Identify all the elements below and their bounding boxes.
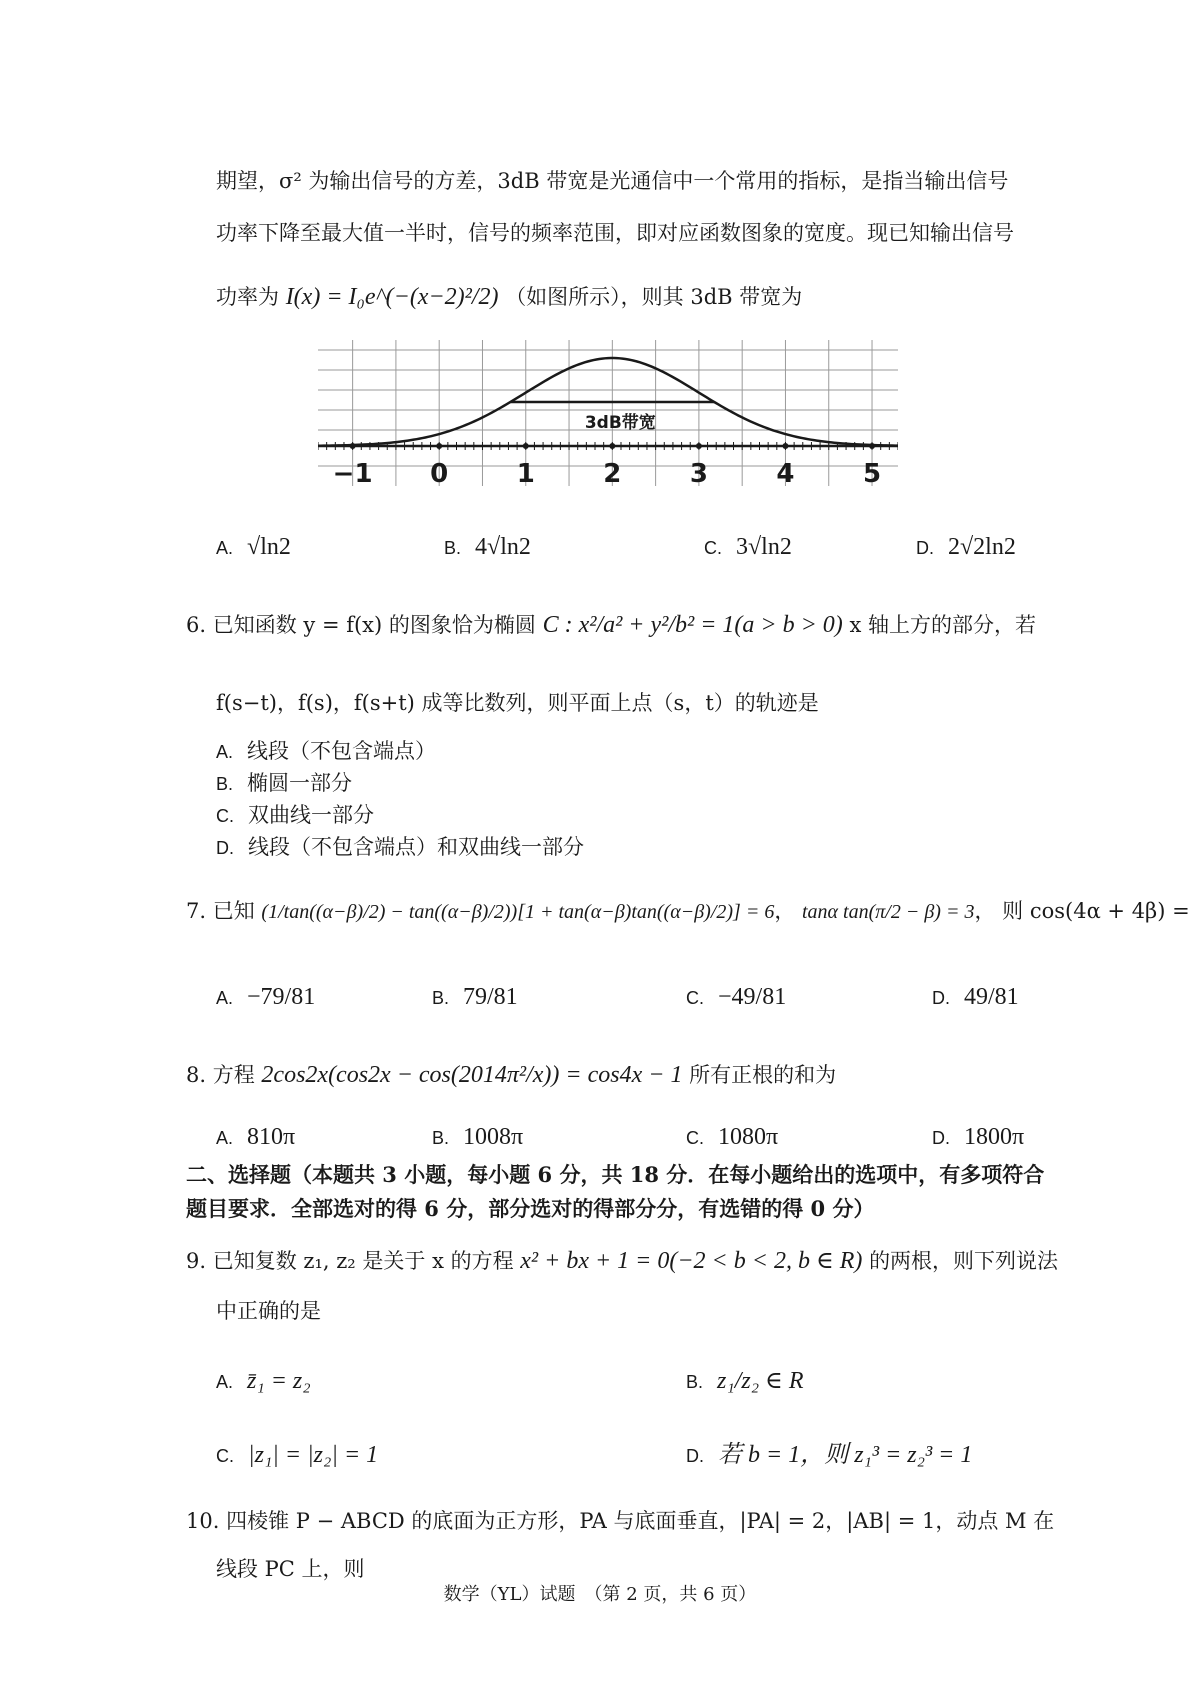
page-footer: 数学（YL）试题 （第 2 页，共 6 页） [443,1584,757,1605]
x-axis-major-tick [782,443,788,449]
section-2-header-line-2: 题目要求．全部选对的得 6 分，部分选对的得部分分，有选错的得 0 分） [186,1196,875,1221]
band-label: 3dB带宽 [584,413,656,433]
q6-option-d[interactable]: D. 线段（不包含端点）和双曲线一部分 [216,835,584,859]
q5-option-a[interactable]: A. √ln2 [216,534,291,560]
x-tick-label: 0 [430,459,449,489]
q8-option-c[interactable]: C. 1080π [686,1124,779,1150]
x-tick-label: 5 [862,459,882,489]
q8-equation: 2cos2x(cos2x − cos(2014π²/x)) = cos4x − 1 [261,1062,683,1088]
q10-stem-1: 10. 四棱锥 P − ABCD 的底面为正方形，PA 与底面垂直，|PA| = 2，|AB| = 1，动点 M 在 [186,1509,1055,1533]
q6-option-b[interactable]: B. 椭圆一部分 [216,771,353,795]
x-axis-major-tick [609,443,615,449]
q8-option-a[interactable]: A. 810π [216,1124,296,1150]
gaussian-figure [318,336,898,496]
q6-stem-2: f(s−t)，f(s)，f(s+t) 成等比数列，则平面上点（s，t）的轨迹是 [216,691,819,715]
x-tick-label: 4 [776,459,795,489]
q9-option-c[interactable]: C. |z₁| = |z₂| = 1 [216,1442,379,1468]
q9-option-b[interactable]: B. z₁/z₂ ∈ R [686,1368,804,1394]
q7-option-d[interactable]: D. 49/81 [932,984,1019,1010]
q7-stem: 7. 已知 (1/tan((α−β)/2) − tan((α−β)/2))[1 + tan(α−β)tan((α−β)/2)] = 6， tanα tan(π/2 − β) = 3， 则 cos(4α + 4β) = [186,899,1190,923]
x-axis-major-tick [696,443,702,449]
q7-option-c[interactable]: C. −49/81 [686,984,787,1010]
q9-equation: x² + bx + 1 = 0(−2 < b < 2, b ∈ R) [520,1248,863,1274]
q7-condition-1: (1/tan((α−β)/2) − tan((α−β)/2))[1 + tan(α−β)tan((α−β)/2)] = 6 [261,901,775,923]
intro-line-1: 期望，σ² 为输出信号的方差，3dB 带宽是光通信中一个常用的指标，是指当输出信号 [216,169,1009,193]
q6-option-c[interactable]: C. 双曲线一部分 [216,803,374,827]
x-tick-label: 3 [689,459,708,489]
q9-option-d[interactable]: D. 若 b = 1，则 z₁³ = z₂³ = 1 [686,1442,973,1468]
power-formula: I(x) = I₀e^(−(x−2)²/2) [285,284,499,310]
x-tick-label: 2 [603,459,622,489]
q7-option-b[interactable]: B. 79/81 [432,984,518,1010]
q8-option-b[interactable]: B. 1008π [432,1124,524,1150]
section-2-header-line-1: 二、选择题（本题共 3 小题，每小题 6 分，共 18 分．在每小题给出的选项中，有多项符合 [186,1162,1045,1187]
q8-option-d[interactable]: D. 1800π [932,1124,1025,1150]
q9-stem-1: 9. 已知复数 z₁, z₂ 是关于 x 的方程 x² + bx + 1 = 0(−2 < b < 2, b ∈ R) 的两根，则下列说法 [186,1248,1059,1274]
q6-stem-1: 6. 已知函数 y = f(x) 的图象恰为椭圆 C : x²/a² + y²/b² = 1(a > b > 0) x 轴上方的部分，若 [186,612,1036,638]
x-tick-label: −1 [332,459,373,489]
q5-option-b[interactable]: B. 4√ln2 [444,534,531,560]
q9-stem-2: 中正确的是 [216,1299,321,1323]
q7-option-a[interactable]: A. −79/81 [216,984,316,1010]
q9-option-a[interactable]: A. z̄₁ = z₂ [216,1368,311,1394]
x-axis-major-tick [523,443,529,449]
q8-stem: 8. 方程 2cos2x(cos2x − cos(2014π²/x)) = cos4x − 1 所有正根的和为 [186,1062,837,1088]
q5-option-d[interactable]: D. 2√2ln2 [916,534,1016,560]
x-axis-major-tick [436,443,442,449]
q5-option-c[interactable]: C. 3√ln2 [704,534,792,560]
ellipse-equation: C : x²/a² + y²/b² = 1(a > b > 0) [542,612,843,638]
x-tick-label: 1 [516,459,535,489]
q6-option-a[interactable]: A. 线段（不包含端点） [216,739,437,763]
q7-condition-2: tanα tan(π/2 − β) = 3 [802,901,975,923]
intro-line-2: 功率下降至最大值一半时，信号的频率范围，即对应函数图象的宽度。现已知输出信号 [216,221,1014,245]
intro-line-3: 功率为 I(x) = I₀e^(−(x−2)²/2) （如图所示），则其 3dB 带宽为 [216,284,803,310]
q10-stem-2: 线段 PC 上，则 [216,1557,365,1581]
